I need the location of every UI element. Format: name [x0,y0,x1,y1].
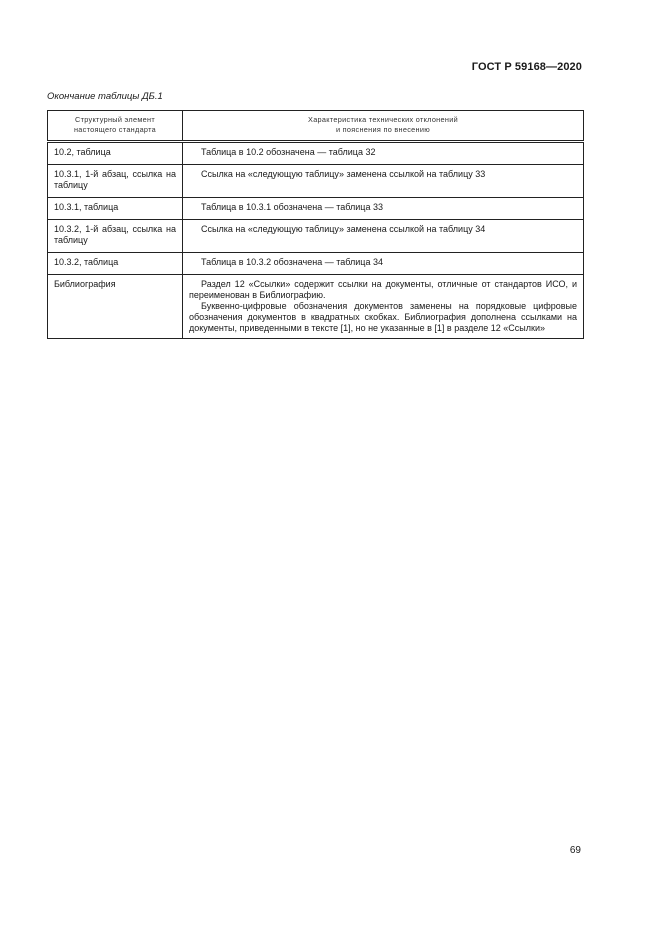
table-cell-description [183,198,584,220]
table-cell-description [183,220,584,253]
page-number: 69 [569,845,581,856]
table-row [48,275,584,339]
table-container [47,110,583,339]
table-cell-element: 10.3.1, таблица [48,198,183,220]
table-cell-element: Библиография [48,275,183,339]
table-cell-element: 10.3.1, 1-й абзац, ссылка на таблицу [48,165,183,198]
description-paragraph: Ссылка на «следующую таблицу» заменена ссылкой на таблицу 33 [201,169,486,179]
table-caption: Окончание таблицы ДБ.1 [47,91,163,102]
table-row [48,253,584,275]
column-header-line: и пояснения по внесению [335,124,431,134]
description-paragraph: Таблица в 10.3.1 обозначена — таблица 33 [201,202,383,212]
table-cell-element: 10.3.2, таблица [48,253,183,275]
table-cell-element: 10.3.2, 1-й абзац, ссылка на таблицу [48,220,183,253]
table-cell-description [183,165,584,198]
table-cell-element: 10.2, таблица [48,142,183,165]
table-cell-description [183,275,584,339]
column-header-line: настоящего стандарта [73,124,157,134]
description-paragraph: Ссылка на «следующую таблицу» заменена ссылкой на таблицу 34 [201,224,486,234]
table-row [48,142,584,165]
description-paragraph: Раздел 12 «Ссылки» содержит ссылки на документы, отличные от стандартов ИСО, и переименован в Библиографию. [189,279,577,300]
column-header-description [183,111,584,142]
table-row [48,220,584,253]
table-cell-description [183,142,584,165]
column-header-line: Характеристика технических отклонений [308,115,458,124]
deviation-table [47,110,584,339]
table-header-row [48,111,584,142]
column-header-line: Структурный элемент [75,115,155,124]
column-header-element [48,111,183,142]
description-paragraph: Таблица в 10.2 обозначена — таблица 32 [201,147,376,157]
description-paragraph: Таблица в 10.3.2 обозначена — таблица 34 [201,257,383,267]
document-code: ГОСТ Р 59168—2020 [471,61,582,73]
table-row [48,198,584,220]
table-row [48,165,584,198]
table-cell-description [183,253,584,275]
description-paragraph: Буквенно-цифровые обозначения документов заменены на порядковые цифровые обозначения документов в квадратных скобках. Библиография дополнена ссылками на документы, приведенными в тексте [1], но не указанные в [1] в разделе 12 «Ссылки» [189,301,577,333]
